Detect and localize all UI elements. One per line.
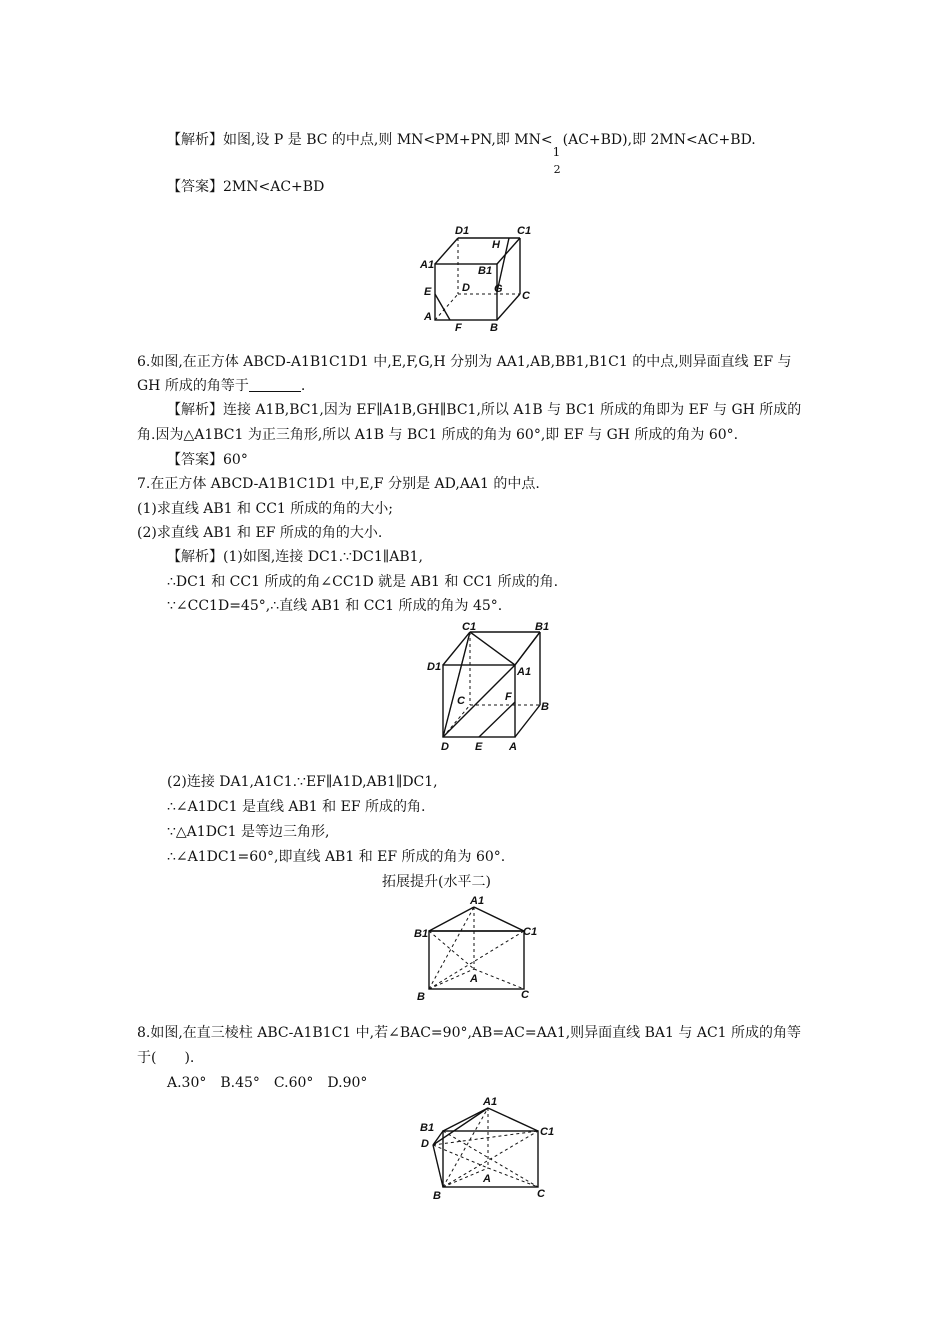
q7-line-2: (1)求直线 AB1 和 CC1 所成的角的大小; <box>137 501 393 517</box>
q6-line-1: 6.如图,在正方体 ABCD-A1B1C1D1 中,E,F,G,H 分别为 AA1,AB,BB1,B1C1 的中点,则异面直线 EF 与 <box>137 354 792 370</box>
fig1-label: G <box>494 283 503 295</box>
fig2-label: F <box>505 691 512 703</box>
fraction-numerator: 1 <box>552 145 561 159</box>
fig2-label: A1 <box>517 666 532 678</box>
fig4-label: C1 <box>540 1126 555 1138</box>
fig2-label: B1 <box>535 621 550 633</box>
q8-options: A.30° B.45° C.60° D.90° <box>167 1075 368 1091</box>
prism-figure-1 <box>412 893 542 1003</box>
fig2-label: B <box>541 701 549 713</box>
fig3-label: C <box>521 989 529 1001</box>
fig1-label: D <box>462 282 470 294</box>
cube-figure-1 <box>418 220 538 335</box>
q6-line-2 <box>137 376 305 396</box>
fig4-label: C <box>537 1188 545 1200</box>
analysis-line <box>167 130 756 176</box>
q6-line-2-end: . <box>300 378 306 394</box>
q8-line-2: 于( ). <box>137 1050 195 1066</box>
fig4-label: A <box>483 1173 491 1185</box>
fig2-label: E <box>475 741 483 753</box>
fig3-label: B <box>417 991 425 1003</box>
fig3-label: C1 <box>523 926 538 938</box>
analysis-tail: (AC+BD),即 2MN<AC+BD. <box>562 132 756 148</box>
q6-analysis-1: 【解析】连接 A1B,BC1,因为 EF∥A1B,GH∥BC1,所以 A1B 与 BC1 所成的角即为 EF 与 GH 所成的 <box>167 402 802 418</box>
fig2-label: C1 <box>462 621 477 633</box>
fig1-label: H <box>492 239 500 251</box>
q7-part2-4: ∴∠A1DC1=60°,即直线 AB1 和 EF 所成的角为 60°. <box>167 849 506 865</box>
fig2-label: C <box>457 695 465 707</box>
cube-figure-2 <box>425 620 555 755</box>
fig3-label: A1 <box>470 895 485 907</box>
fig3-label: B1 <box>414 928 429 940</box>
fraction-denominator: 2 <box>553 163 561 176</box>
q7-part2-3: ∵△A1DC1 是等边三角形, <box>167 824 330 840</box>
fig4-label: D <box>421 1138 429 1150</box>
fig2-label: D <box>441 741 449 753</box>
fig1-label: B <box>490 322 498 334</box>
analysis-text: 【解析】如图,设 P 是 BC 的中点,则 MN<PM+PN,即 MN< <box>167 132 553 148</box>
q8-line-1: 8.如图,在直三棱柱 ABC-A1B1C1 中,若∠BAC=90°,AB=AC=AA1,则异面直线 BA1 与 AC1 所成的角等 <box>137 1025 802 1041</box>
q7-line-1: 7.在正方体 ABCD-A1B1C1D1 中,E,F 分别是 AD,AA1 的中点. <box>137 476 540 492</box>
fig4-label: B <box>433 1190 441 1202</box>
fig3-label: A <box>470 973 478 985</box>
q7-analysis-1: 【解析】(1)如图,连接 DC1.∵DC1∥AB1, <box>167 549 423 565</box>
q7-part2-2: ∴∠A1DC1 是直线 AB1 和 EF 所成的角. <box>167 799 426 815</box>
q6-analysis-2: 角.因为△A1BC1 为正三角形,所以 A1B 与 BC1 所成的角为 60°,即 EF 与 GH 所成的角为 60°. <box>137 427 739 443</box>
fig1-label: A <box>424 311 432 323</box>
fig1-label: D1 <box>455 225 470 237</box>
fig1-label: E <box>424 286 432 298</box>
q7-line-3: (2)求直线 AB1 和 EF 所成的角的大小. <box>137 525 383 541</box>
fig4-label: B1 <box>420 1122 435 1134</box>
fig1-label: A1 <box>420 259 435 271</box>
fig2-label: D1 <box>427 661 442 673</box>
answer-blank <box>249 377 301 392</box>
prism-figure-2 <box>420 1093 560 1203</box>
q6-answer: 【答案】60° <box>167 452 248 468</box>
fig2-label: A <box>509 741 517 753</box>
answer-line: 【答案】2MN<AC+BD <box>167 179 325 195</box>
fig1-label: C1 <box>517 225 532 237</box>
fig4-label: A1 <box>483 1096 498 1108</box>
fig1-label: B1 <box>478 265 493 277</box>
section-title: 拓展提升(水平二) <box>382 874 491 890</box>
q7-analysis-2: ∴DC1 和 CC1 所成的角∠CC1D 就是 AB1 和 CC1 所成的角. <box>167 574 559 590</box>
fig1-label: F <box>455 322 462 334</box>
q7-part2-1: (2)连接 DA1,A1C1.∵EF∥A1D,AB1∥DC1, <box>167 774 438 790</box>
fig1-label: C <box>522 290 530 302</box>
q7-analysis-3: ∵∠CC1D=45°,∴直线 AB1 和 CC1 所成的角为 45°. <box>167 598 503 614</box>
q6-line-2-text: GH 所成的角等于 <box>137 378 249 394</box>
